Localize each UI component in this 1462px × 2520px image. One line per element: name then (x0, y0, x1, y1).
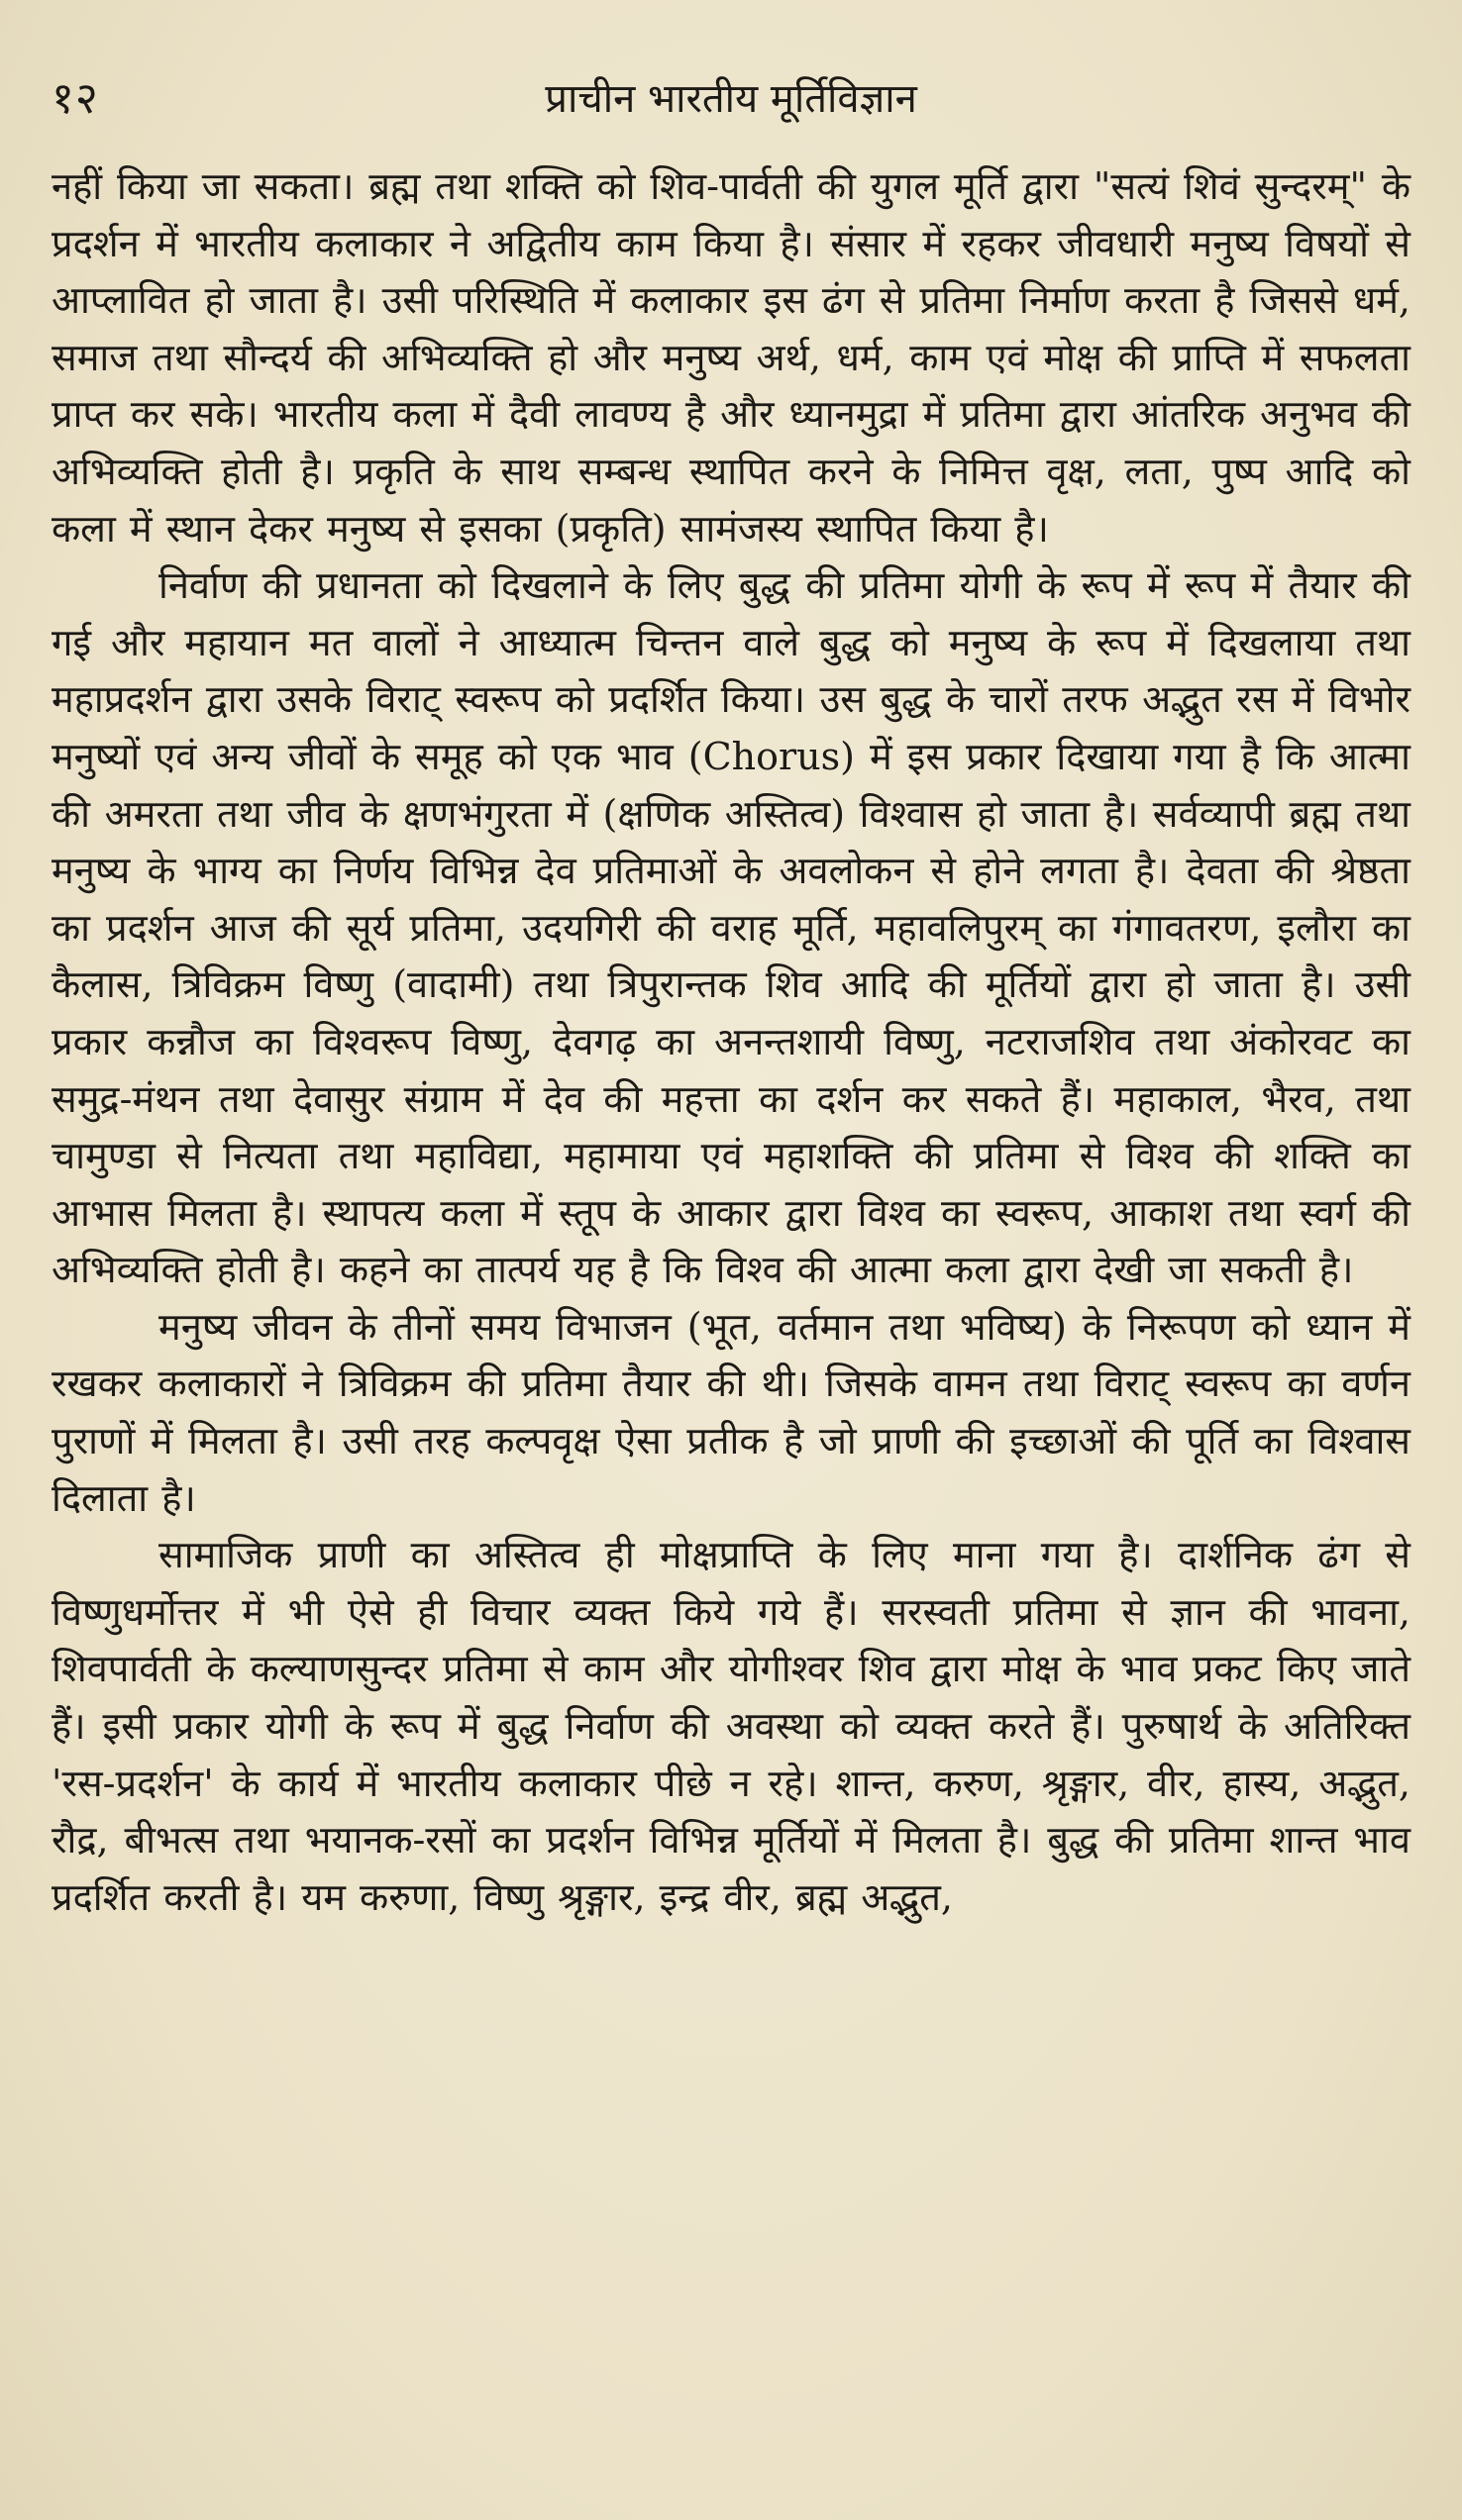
body-text (52, 158, 1410, 1926)
page-header (52, 69, 1410, 158)
page-number: १२ (52, 73, 99, 124)
paragraph-2: निर्वाण की प्रधानता को दिखलाने के लिए बुद्ध की प्रतिमा योगी के रूप में रूप में तैयार की गई और महायान मत वालों ने आध्यात्म चिन्तन वाले बुद्ध को मनुष्य के रूप में दिखलाया तथा महाप्रदर्शन द्वारा उसके विराट् स्वरूप को प्रदर्शित किया। उस बुद्ध के चारों तरफ अद्भुत रस में विभोर मनुष्यों एवं अन्य जीवों के समूह को एक भाव (Chorus) में इस प्रकार दिखाया गया है कि आत्मा की अमरता तथा जीव के क्षणभंगुरता में (क्षणिक अस्तित्व) विश्वास हो जाता है। सर्वव्यापी ब्रह्म तथा मनुष्य के भाग्य का निर्णय विभिन्न देव प्रतिमाओं के अवलोकन से होने लगता है। देवता की श्रेष्ठता का प्रदर्शन आज की सूर्य प्रतिमा, उदयगिरी की वराह मूर्ति, महावलिपुरम् का गंगावतरण, इलौरा का कैलास, त्रिविक्रम विष्णु (वादामी) तथा त्रिपुरान्तक शिव आदि की मूर्तियों द्वारा हो जाता है। उसी प्रकार कन्नौज का विश्वरूप विष्णु, देवगढ़ का अनन्तशायी विष्णु, नटराजशिव तथा अंकोरवट का समुद्र-मंथन तथा देवासुर संग्राम में देव की महत्ता का दर्शन कर सकते हैं। महाकाल, भैरव, तथा चामुण्डा से नित्यता तथा महाविद्या, महामाया एवं महाशक्ति की प्रतिमा से विश्व की शक्ति का आभास मिलता है। स्थापत्य कला में स्तूप के आकार द्वारा विश्व का स्वरूप, आकाश तथा स्वर्ग की अभिव्यक्ति होती है। कहने का तात्पर्य यह है कि विश्व की आत्मा कला द्वारा देखी जा सकती है। (52, 563, 1410, 1292)
paragraph-1: नहीं किया जा सकता। ब्रह्म तथा शक्ति को शिव-पार्वती की युगल मूर्ति द्वारा "सत्यं शिवं सुन्दरम्" के प्रदर्शन में भारतीय कलाकार ने अद्वितीय काम किया है। संसार में रहकर जीवधारी मनुष्य विषयों से आप्लावित हो जाता है। उसी परिस्थिति में कलाकार इस ढंग से प्रतिमा निर्माण करता है जिससे धर्म, समाज तथा सौन्दर्य की अभिव्यक्ति हो और मनुष्य अर्थ, धर्म, काम एवं मोक्ष की प्राप्ति में सफलता प्राप्त कर सके। भारतीय कला में दैवी लावण्य है और ध्यानमुद्रा में प्रतिमा द्वारा आंतरिक अनुभव की अभिव्यक्ति होती है। प्रकृति के साथ सम्बन्ध स्थापित करने के निमित्त वृक्ष, लता, पुष्प आदि को कला में स्थान देकर मनुष्य से इसका (प्रकृति) सामंजस्य स्थापित किया है। (52, 164, 1410, 551)
paragraph-4: सामाजिक प्राणी का अस्तित्व ही मोक्षप्राप्ति के लिए माना गया है। दार्शनिक ढंग से विष्णुधर्मोत्तर में भी ऐसे ही विचार व्यक्त किये गये हैं। सरस्वती प्रतिमा से ज्ञान की भावना, शिवपार्वती के कल्याणसुन्दर प्रतिमा से काम और योगीश्वर शिव द्वारा मोक्ष के भाव प्रकट किए जाते हैं। इसी प्रकार योगी के रूप में बुद्ध निर्वाण की अवस्था को व्यक्त करते हैं। पुरुषार्थ के अतिरिक्त 'रस-प्रदर्शन' के कार्य में भारतीय कलाकार पीछे न रहे। शान्त, करुण, श्रृङ्गार, वीर, हास्य, अद्भुत, रौद्र, बीभत्स तथा भयानक-रसों का प्रदर्शन विभिन्न मूर्तियों में मिलता है। बुद्ध की प्रतिमा शान्त भाव प्रदर्शित करती है। यम करुणा, विष्णु श्रृङ्गार, इन्द्र वीर, ब्रह्म अद्भुत, (52, 1533, 1410, 1919)
paragraph-3: मनुष्य जीवन के तीनों समय विभाजन (भूत, वर्तमान तथा भविष्य) के निरूपण को ध्यान में रखकर कलाकारों ने त्रिविक्रम की प्रतिमा तैयार की थी। जिसके वामन तथा विराट् स्वरूप का वर्णन पुराणों में मिलता है। उसी तरह कल्पवृक्ष ऐसा प्रतीक है जो प्राणी की इच्छाओं की पूर्ति का विश्वास दिलाता है। (52, 1304, 1410, 1520)
running-title: प्राचीन भारतीय मूर्तिविज्ञान (545, 76, 917, 122)
